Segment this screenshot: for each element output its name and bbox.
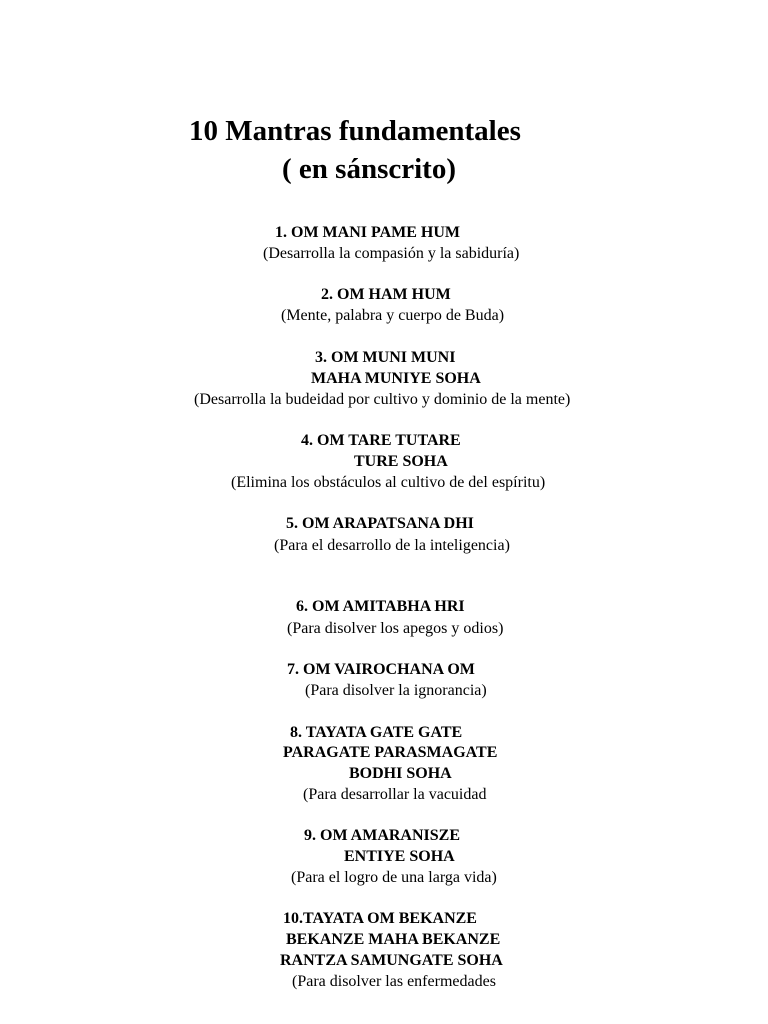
- mantra-text-line: MAHA MUNIYE SOHA: [311, 370, 481, 387]
- mantra-text-line: TURE SOHA: [354, 453, 448, 470]
- mantra-text-line: 2. OM HAM HUM: [321, 286, 451, 303]
- mantra-text-line: ENTIYE SOHA: [344, 848, 455, 865]
- mantra-text-line: 7. OM VAIROCHANA OM: [287, 661, 475, 678]
- mantra-description: (Para desarrollar la vacuidad: [303, 786, 487, 803]
- mantra-text-line: 10.TAYATA OM BEKANZE: [283, 910, 477, 927]
- mantra-text-line: BEKANZE MAHA BEKANZE: [286, 931, 501, 948]
- mantra-text-line: 8. TAYATA GATE GATE: [290, 724, 463, 741]
- mantra-description: (Para disolver las enfermedades: [292, 973, 496, 990]
- mantra-description: (Para el desarrollo de la inteligencia): [274, 537, 510, 554]
- mantra-description: (Desarrolla la budeidad por cultivo y dominio de la mente): [194, 391, 571, 408]
- mantra-text-line: 9. OM AMARANISZE: [304, 827, 461, 844]
- document-title-line-1: 10 Mantras fundamentales: [189, 115, 521, 147]
- mantra-description: (Para disolver los apegos y odios): [287, 620, 504, 637]
- mantra-description: (Para disolver la ignorancia): [305, 682, 487, 699]
- mantra-text-line: 4. OM TARE TUTARE: [301, 432, 461, 449]
- mantra-description: (Para el logro de una larga vida): [291, 869, 497, 886]
- mantra-text-line: RANTZA SAMUNGATE SOHA: [280, 952, 503, 969]
- mantra-text-line: 1. OM MANI PAME HUM: [275, 224, 460, 241]
- document-title-line-2: ( en sánscrito): [282, 153, 456, 185]
- mantra-description: (Mente, palabra y cuerpo de Buda): [281, 307, 505, 324]
- mantra-text-line: 6. OM AMITABHA HRI: [296, 598, 465, 615]
- mantra-text-line: PARAGATE PARASMAGATE: [283, 744, 498, 761]
- mantra-description: (Elimina los obstáculos al cultivo de del espíritu): [231, 474, 546, 491]
- mantra-text-line: 5. OM ARAPATSANA DHI: [286, 515, 474, 532]
- mantra-text-line: 3. OM MUNI MUNI: [315, 349, 456, 366]
- mantra-text-line: BODHI SOHA: [349, 765, 452, 782]
- mantra-description: (Desarrolla la compasión y la sabiduría): [263, 245, 520, 262]
